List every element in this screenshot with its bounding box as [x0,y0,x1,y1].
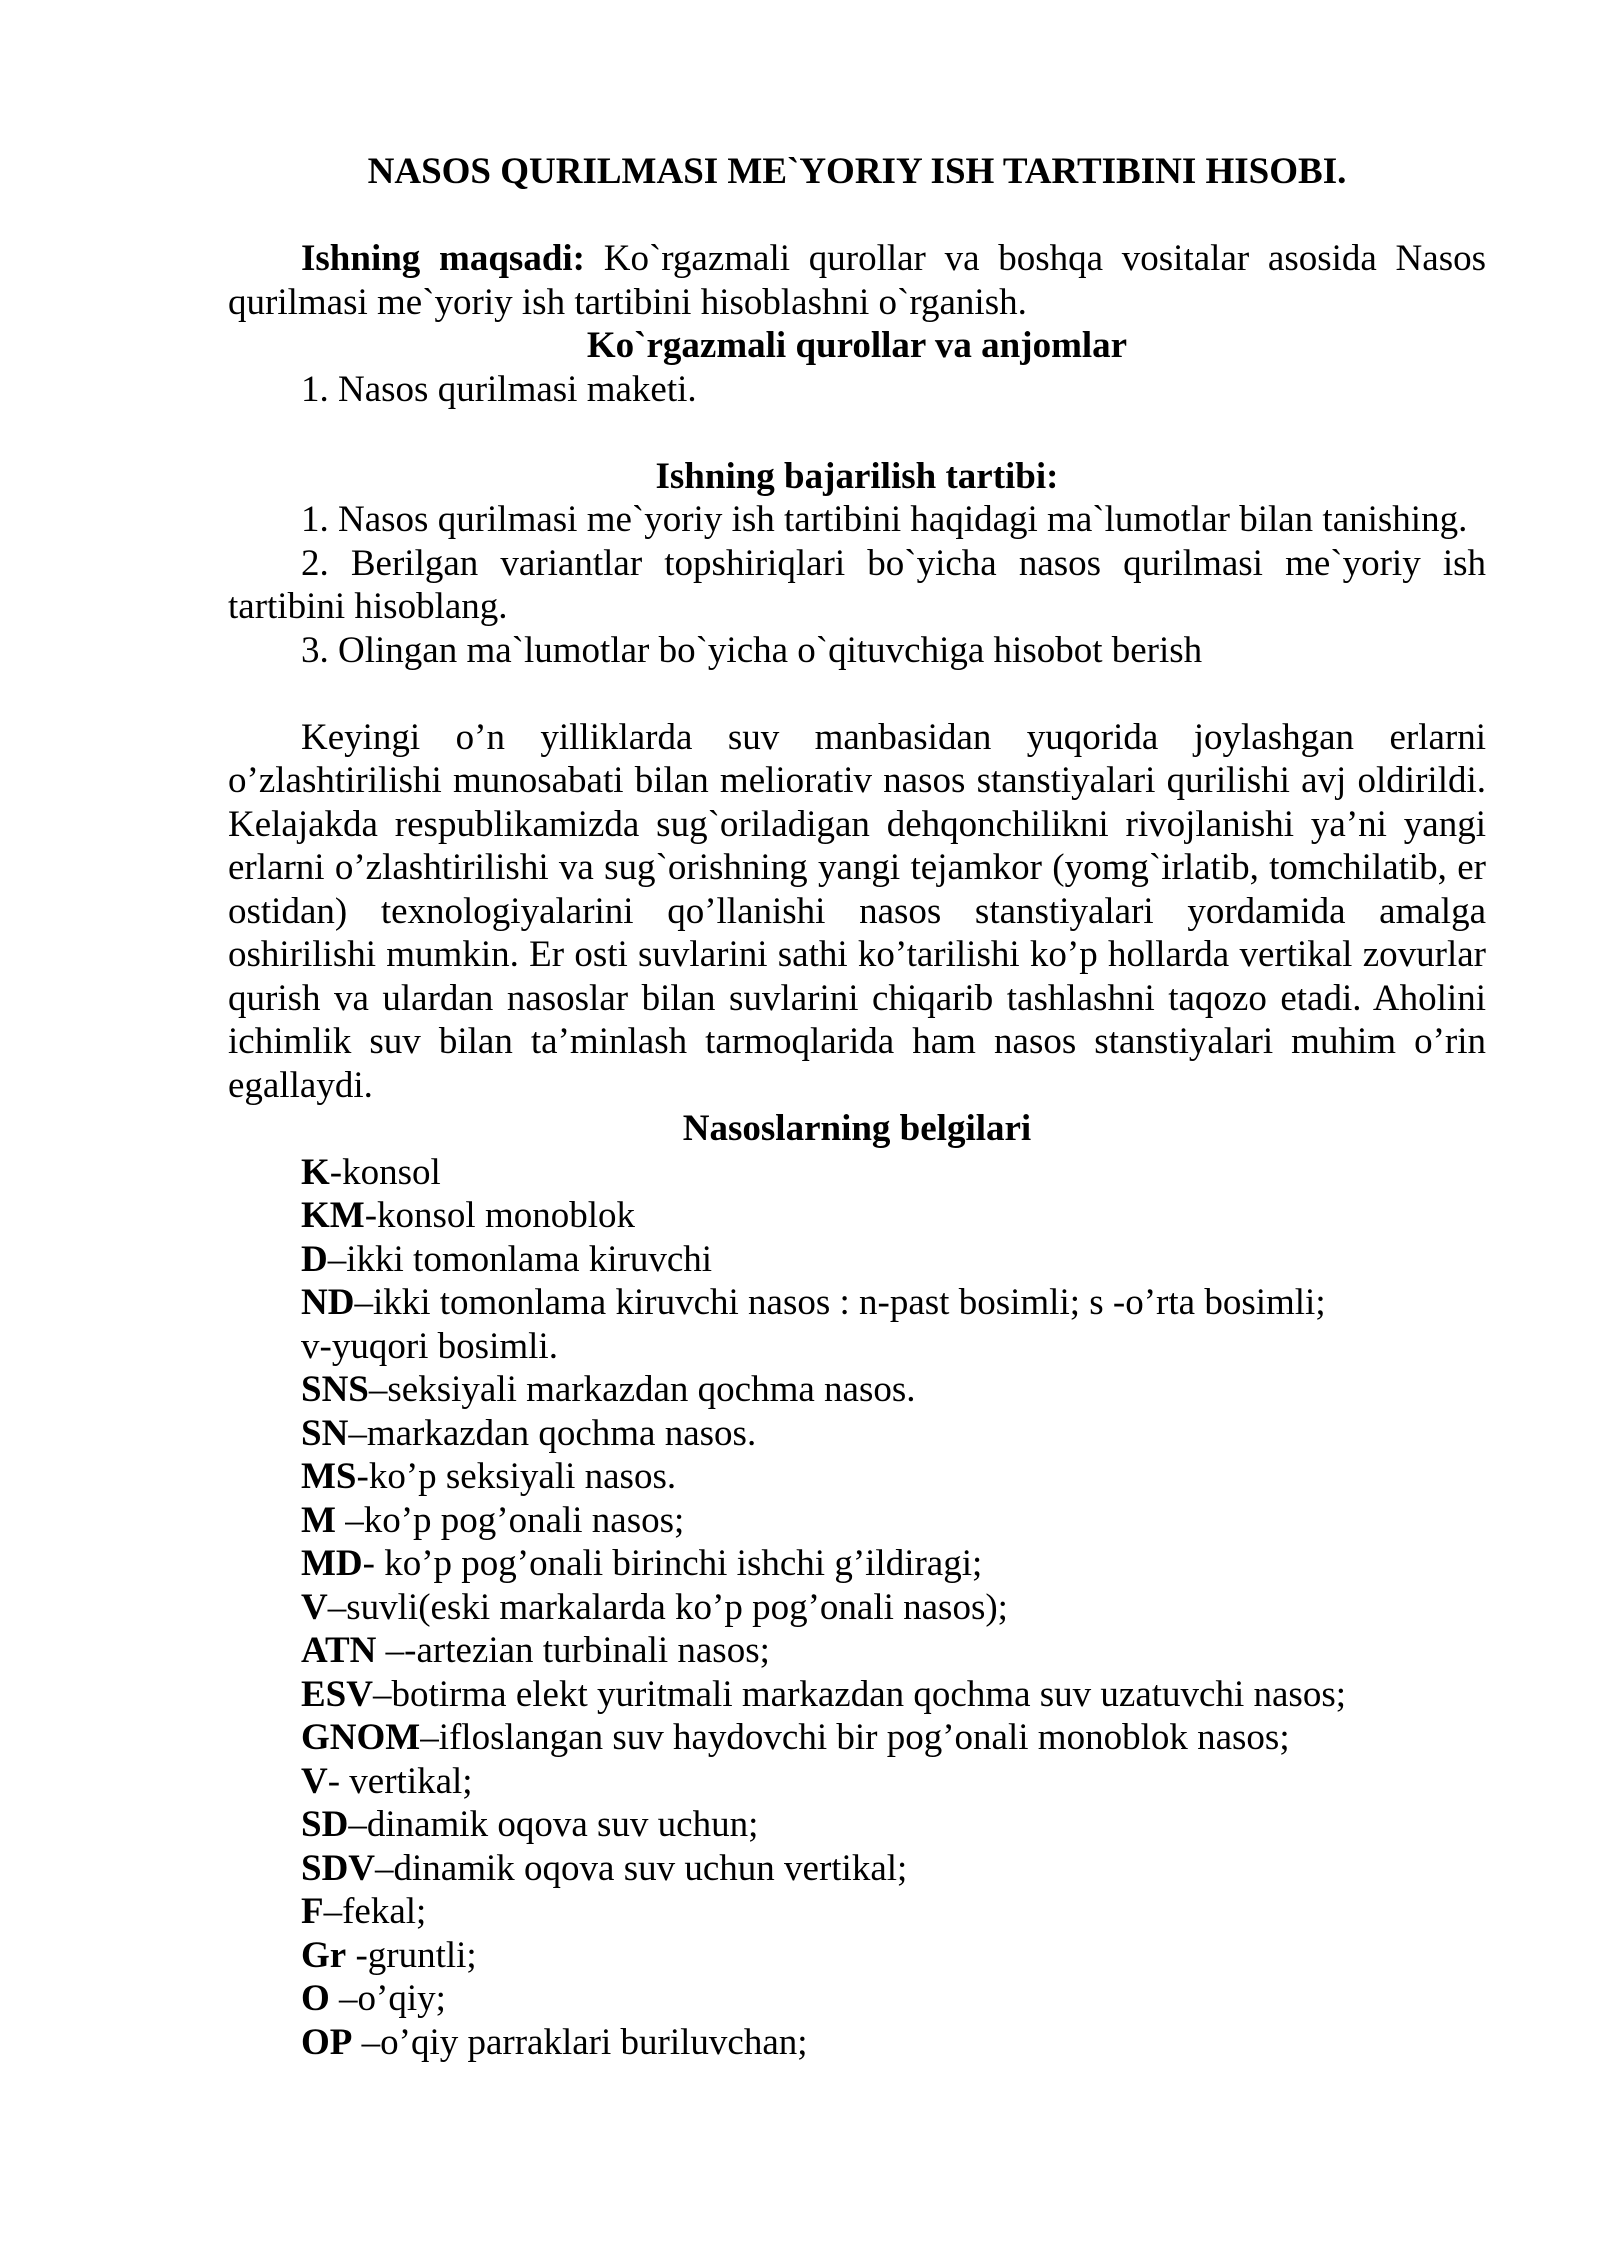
designation-code: KM [301,1195,365,1236]
procedure-heading: Ishning bajarilish tartibi: [655,455,1059,497]
designation-code: D [301,1238,328,1280]
designation-line [228,1847,1486,1891]
document-title: NASOS QURILMASI ME`YORIY ISH TARTIBINI HISOBI. [367,151,1347,192]
designation-line [228,1673,1486,1717]
designation-desc: –-artezian turbinali nasos; [376,1630,770,1671]
designation-desc: -ko’p seksiyali nasos. [356,1456,677,1497]
designation-desc: –dinamik oqova suv uchun vertikal; [375,1847,908,1889]
designation-desc: - vertikal; [327,1760,473,1802]
designation-code: SN [301,1412,349,1454]
designation-desc: - ko’p pog’onali birinchi ishchi g’ildiragi; [362,1543,983,1584]
designation-code: K [301,1151,330,1193]
procedure-step: 2. Berilgan variantlar topshiriqlari bo`yicha nasos qurilmasi me`yoriy ish tartibini hisoblang. [228,542,1486,627]
purpose-label: Ishning maqsadi: [301,238,586,279]
designation-desc: –dinamik oqova suv uchun; [348,1804,759,1845]
procedure-step: 1. Nasos qurilmasi me`yoriy ish tartibini haqidagi ma`lumotlar bilan tanishing. [301,499,1468,540]
designation-line [228,1151,1486,1195]
designation-desc: –fekal; [323,1891,427,1932]
designation-desc: –o’qiy parraklari buriluvchan; [352,2021,808,2063]
designation-line [228,1629,1486,1673]
designation-code: V [301,1760,328,1802]
designation-desc: –o’qiy; [329,1978,446,2019]
designation-code: O [301,1978,330,2019]
designation-desc: –suvli(eski markalarda ko’p pog’onali nasos); [327,1586,1008,1628]
designation-desc: –ikki tomonlama kiruvchi nasos : n-past bosimli; s -o’rta bosimli; [354,1282,1326,1323]
designation-line [228,1194,1486,1238]
designation-code: F [301,1891,324,1932]
designation-line [228,1325,1486,1369]
designation-code: SD [301,1804,349,1845]
designation-line [228,1412,1486,1456]
designation-line [228,1760,1486,1804]
designation-line [228,1281,1486,1325]
designation-code: ESV [301,1673,373,1715]
designation-code: OP [301,2021,353,2063]
designation-desc: -konsol [329,1151,441,1193]
designation-line [228,1586,1486,1630]
designation-line [228,1542,1486,1586]
designation-desc: –ifloslangan suv haydovchi bir pog’onali monoblok nasos; [420,1717,1290,1758]
designation-line [228,1368,1486,1412]
designation-code: V [301,1586,328,1628]
designations-heading: Nasoslarning belgilari [682,1108,1032,1149]
designation-desc: -gruntli; [346,1934,477,1976]
designation-desc: –ikki tomonlama kiruvchi [327,1238,713,1280]
designation-line [228,1499,1486,1543]
tools-item: 1. Nasos qurilmasi maketi. [301,368,697,410]
designation-desc: –botirma elekt yuritmali markazdan qochma suv uzatuvchi nasos; [372,1673,1347,1715]
designation-line [228,1934,1486,1978]
designation-desc: -konsol monoblok [364,1195,636,1236]
designation-line [228,1455,1486,1499]
designation-line [228,1803,1486,1847]
designation-desc: v-yuqori bosimli. [301,1325,558,1367]
designation-code: MD [301,1543,363,1584]
designation-code: SDV [301,1847,376,1889]
designation-line [228,1890,1486,1934]
designation-code: ND [301,1282,355,1323]
designation-code: ATN [301,1630,377,1671]
designation-code: Gr [301,1934,347,1976]
designation-desc: –seksiyali markazdan qochma nasos. [368,1369,916,1410]
procedure-step: 3. Olingan ma`lumotlar bo`yicha o`qituvchiga hisobot berish [301,629,1203,671]
intro-paragraph: Keyingi o’n yilliklarda suv manbasidan yuqorida joylashgan erlarni o’zlashtirilishi munosabati bilan meliorativ nasos stanstiyalari qurilishi avj oldirildi. Kelajakda respublikamizda sug`oriladigan dehqonchilikni rivojlanishi ya’ni yangi erlarni o’zlashtirilishi va sug`orishning yangi tejamkor (yomg`irlatib, tomchilatib, er ostidan) texnologiyalarini qo’llanishi nasos stanstiyalari yordamida amalga oshirilishi mumkin. Er osti suvlarini sathi ko’tarilishi ko’p hollarda vertikal zovurlar qurish va ulardan nasoslar bilan suvlarini chiqarib tashlashni taqozo etadi. Aholini ichimlik suv bilan ta’minlash tarmoqlarida ham nasos stanstiyalari muhim o’rin egallaydi. [228,716,1486,1106]
purpose-text: Ko`rgazmali qurollar va boshqa vositalar asosida Nasos qurilmasi me`yoriy ish tartibini hisoblashni o`rganish. [228,238,1486,323]
designation-line [228,1977,1486,2021]
designation-line [228,1238,1486,1282]
designation-code: MS [301,1456,357,1497]
tools-heading: Ko`rgazmali qurollar va anjomlar [586,325,1128,366]
designation-desc: –ko’p pog’onali nasos; [335,1499,685,1541]
designation-code: GNOM [301,1717,421,1758]
designation-desc: –markazdan qochma nasos. [348,1412,757,1454]
designation-line [228,2021,1486,2065]
designation-code: M [301,1499,336,1541]
designation-line [228,1716,1486,1760]
designation-code: SNS [301,1369,369,1410]
purpose-paragraph [228,237,1486,324]
